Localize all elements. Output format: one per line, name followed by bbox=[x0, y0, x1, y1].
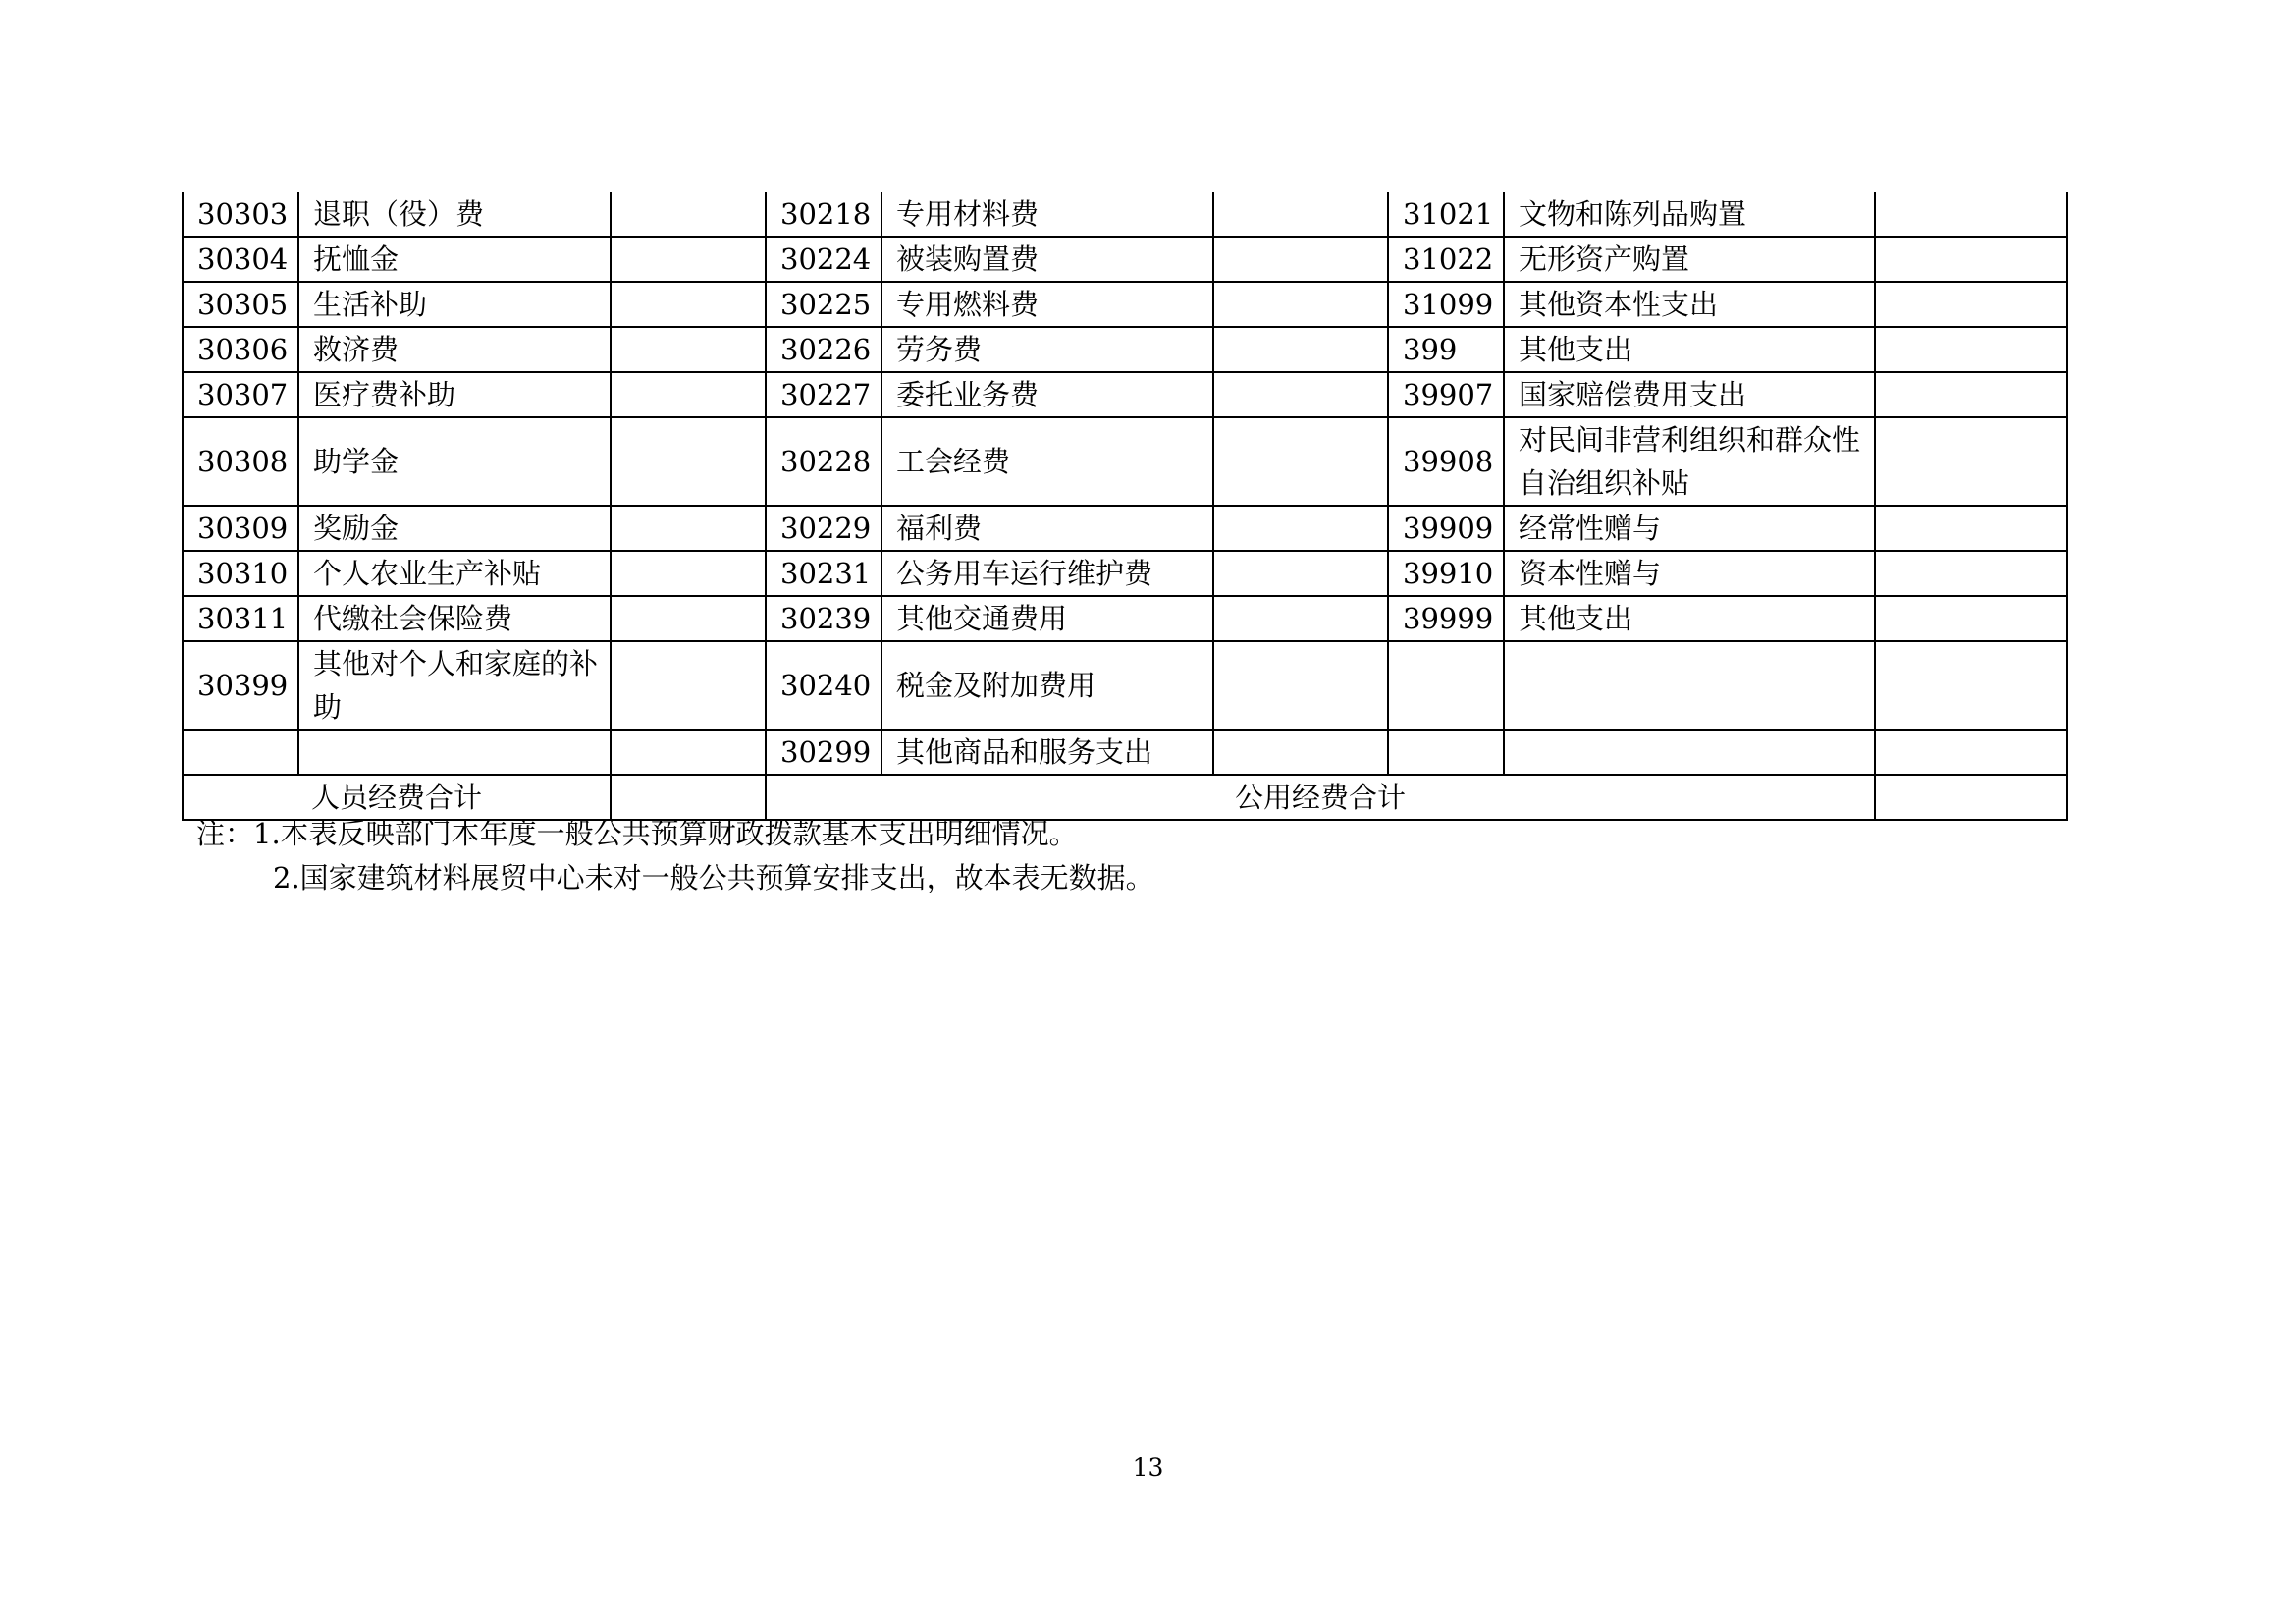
personnel-amount-cell bbox=[611, 551, 766, 596]
personnel-code-cell: 30399 bbox=[183, 641, 298, 730]
personnel-amount-cell bbox=[611, 192, 766, 237]
personnel-item-cell: 其他对个人和家庭的补助 bbox=[298, 641, 611, 730]
public-amount-cell bbox=[1213, 596, 1388, 641]
capital-code-cell: 39999 bbox=[1388, 596, 1504, 641]
table-row bbox=[183, 641, 2067, 730]
public-item-cell: 专用燃料费 bbox=[881, 282, 1213, 327]
capital-item-cell: 无形资产购置 bbox=[1504, 237, 1875, 282]
table-row bbox=[183, 730, 2067, 775]
personnel-code-cell bbox=[183, 730, 298, 775]
capital-code-cell: 39907 bbox=[1388, 372, 1504, 417]
public-item-cell: 工会经费 bbox=[881, 417, 1213, 506]
public-item-cell: 专用材料费 bbox=[881, 192, 1213, 237]
public-item-cell: 其他交通费用 bbox=[881, 596, 1213, 641]
personnel-item-cell: 医疗费补助 bbox=[298, 372, 611, 417]
table-row bbox=[183, 506, 2067, 551]
table-row bbox=[183, 551, 2067, 596]
personnel-item-cell: 救济费 bbox=[298, 327, 611, 372]
page-number: 13 bbox=[1132, 1453, 1164, 1482]
capital-code-cell: 31099 bbox=[1388, 282, 1504, 327]
personnel-item-cell: 代缴社会保险费 bbox=[298, 596, 611, 641]
note-line-2: 2.国家建筑材料展贸中心未对一般公共预算安排支出，故本表无数据。 bbox=[273, 861, 1154, 894]
public-item-cell: 税金及附加费用 bbox=[881, 641, 1213, 730]
public-item-cell: 委托业务费 bbox=[881, 372, 1213, 417]
public-amount-cell bbox=[1213, 417, 1388, 506]
capital-amount-cell bbox=[1875, 596, 2067, 641]
capital-code-cell: 31022 bbox=[1388, 237, 1504, 282]
table-body bbox=[183, 192, 2067, 820]
table-row bbox=[183, 417, 2067, 506]
table-row bbox=[183, 596, 2067, 641]
capital-item-cell: 资本性赠与 bbox=[1504, 551, 1875, 596]
public-amount-cell bbox=[1213, 506, 1388, 551]
table-row bbox=[183, 327, 2067, 372]
public-amount-cell bbox=[1213, 192, 1388, 237]
expenditure-detail-table bbox=[182, 192, 2068, 821]
personnel-item-cell bbox=[298, 730, 611, 775]
capital-item-cell: 国家赔偿费用支出 bbox=[1504, 372, 1875, 417]
personnel-item-cell: 助学金 bbox=[298, 417, 611, 506]
public-total-amount bbox=[1875, 775, 2067, 820]
public-code-cell: 30229 bbox=[766, 506, 881, 551]
personnel-total-label: 人员经费合计 bbox=[183, 775, 611, 820]
table-row bbox=[183, 282, 2067, 327]
personnel-code-cell: 30310 bbox=[183, 551, 298, 596]
capital-item-cell bbox=[1504, 730, 1875, 775]
public-code-cell: 30225 bbox=[766, 282, 881, 327]
personnel-code-cell: 30306 bbox=[183, 327, 298, 372]
personnel-amount-cell bbox=[611, 372, 766, 417]
public-total-label: 公用经费合计 bbox=[766, 775, 1875, 820]
public-item-cell: 被装购置费 bbox=[881, 237, 1213, 282]
capital-item-cell: 文物和陈列品购置 bbox=[1504, 192, 1875, 237]
capital-code-cell: 31021 bbox=[1388, 192, 1504, 237]
public-code-cell: 30239 bbox=[766, 596, 881, 641]
public-item-cell: 其他商品和服务支出 bbox=[881, 730, 1213, 775]
personnel-item-cell: 个人农业生产补贴 bbox=[298, 551, 611, 596]
personnel-code-cell: 30305 bbox=[183, 282, 298, 327]
public-code-cell: 30227 bbox=[766, 372, 881, 417]
capital-item-cell: 经常性赠与 bbox=[1504, 506, 1875, 551]
capital-amount-cell bbox=[1875, 506, 2067, 551]
personnel-amount-cell bbox=[611, 237, 766, 282]
capital-code-cell: 39910 bbox=[1388, 551, 1504, 596]
public-code-cell: 30224 bbox=[766, 237, 881, 282]
public-amount-cell bbox=[1213, 641, 1388, 730]
capital-amount-cell bbox=[1875, 282, 2067, 327]
public-amount-cell bbox=[1213, 730, 1388, 775]
capital-amount-cell bbox=[1875, 372, 2067, 417]
personnel-amount-cell bbox=[611, 327, 766, 372]
capital-code-cell bbox=[1388, 730, 1504, 775]
capital-code-cell: 399 bbox=[1388, 327, 1504, 372]
capital-code-cell: 39909 bbox=[1388, 506, 1504, 551]
personnel-code-cell: 30307 bbox=[183, 372, 298, 417]
capital-amount-cell bbox=[1875, 327, 2067, 372]
personnel-item-cell: 生活补助 bbox=[298, 282, 611, 327]
capital-item-cell: 其他支出 bbox=[1504, 327, 1875, 372]
personnel-amount-cell bbox=[611, 641, 766, 730]
public-code-cell: 30218 bbox=[766, 192, 881, 237]
note-line-1: 注：1.本表反映部门本年度一般公共预算财政拨款基本支出明细情况。 bbox=[196, 817, 1078, 850]
public-code-cell: 30226 bbox=[766, 327, 881, 372]
personnel-code-cell: 30304 bbox=[183, 237, 298, 282]
public-code-cell: 30228 bbox=[766, 417, 881, 506]
personnel-amount-cell bbox=[611, 596, 766, 641]
public-item-cell: 公务用车运行维护费 bbox=[881, 551, 1213, 596]
public-amount-cell bbox=[1213, 327, 1388, 372]
public-amount-cell bbox=[1213, 372, 1388, 417]
public-item-cell: 福利费 bbox=[881, 506, 1213, 551]
public-code-cell: 30231 bbox=[766, 551, 881, 596]
personnel-amount-cell bbox=[611, 282, 766, 327]
capital-code-cell: 39908 bbox=[1388, 417, 1504, 506]
public-amount-cell bbox=[1213, 551, 1388, 596]
personnel-item-cell: 退职（役）费 bbox=[298, 192, 611, 237]
personnel-amount-cell bbox=[611, 730, 766, 775]
notes-section bbox=[196, 812, 1154, 900]
public-code-cell: 30299 bbox=[766, 730, 881, 775]
public-amount-cell bbox=[1213, 282, 1388, 327]
table-row bbox=[183, 192, 2067, 237]
personnel-amount-cell bbox=[611, 506, 766, 551]
capital-amount-cell bbox=[1875, 730, 2067, 775]
public-amount-cell bbox=[1213, 237, 1388, 282]
personnel-code-cell: 30303 bbox=[183, 192, 298, 237]
personnel-amount-cell bbox=[611, 417, 766, 506]
capital-amount-cell bbox=[1875, 192, 2067, 237]
personnel-code-cell: 30311 bbox=[183, 596, 298, 641]
capital-item-cell bbox=[1504, 641, 1875, 730]
public-item-cell: 劳务费 bbox=[881, 327, 1213, 372]
capital-amount-cell bbox=[1875, 551, 2067, 596]
public-code-cell: 30240 bbox=[766, 641, 881, 730]
table-row bbox=[183, 237, 2067, 282]
personnel-code-cell: 30309 bbox=[183, 506, 298, 551]
capital-item-cell: 对民间非营利组织和群众性自治组织补贴 bbox=[1504, 417, 1875, 506]
capital-amount-cell bbox=[1875, 237, 2067, 282]
table-row bbox=[183, 372, 2067, 417]
capital-item-cell: 其他资本性支出 bbox=[1504, 282, 1875, 327]
capital-code-cell bbox=[1388, 641, 1504, 730]
capital-amount-cell bbox=[1875, 641, 2067, 730]
personnel-code-cell: 30308 bbox=[183, 417, 298, 506]
personnel-item-cell: 奖励金 bbox=[298, 506, 611, 551]
personnel-item-cell: 抚恤金 bbox=[298, 237, 611, 282]
capital-item-cell: 其他支出 bbox=[1504, 596, 1875, 641]
capital-amount-cell bbox=[1875, 417, 2067, 506]
